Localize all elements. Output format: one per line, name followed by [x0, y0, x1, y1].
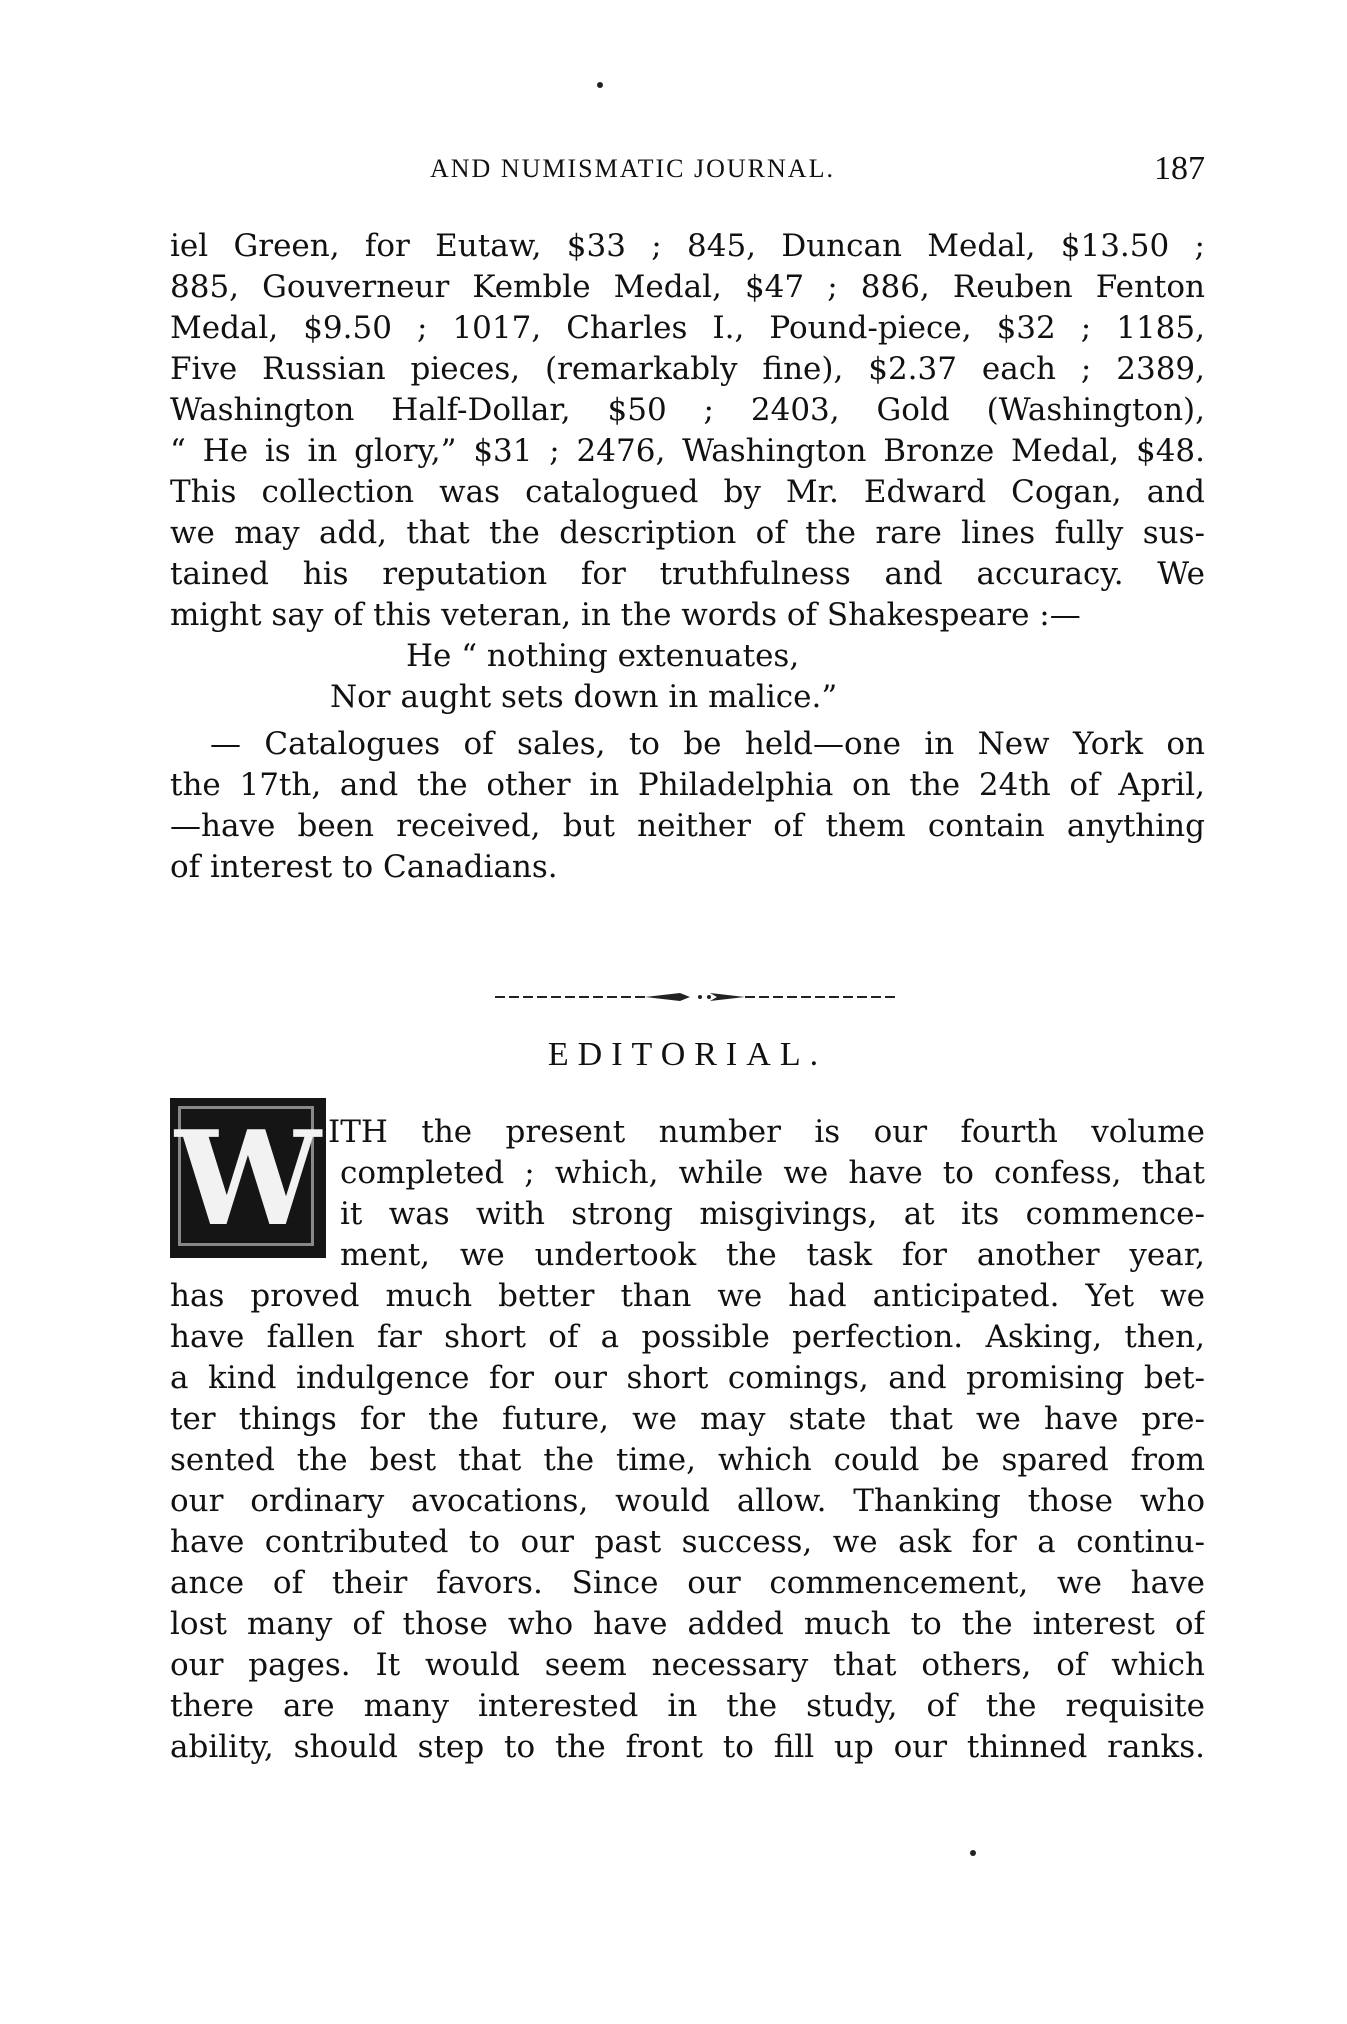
text-line: we may add, that the description of the rare lines fully sus- [170, 515, 1205, 551]
text-line: a kind indulgence for our short comings, and promising bet- [170, 1360, 1205, 1396]
text-line: our pages. It would seem necessary that others, of which [170, 1647, 1205, 1683]
text-line: iel Green, for Eutaw, $33 ; 845, Duncan Medal, $13.50 ; [170, 228, 1205, 264]
running-title: AND NUMISMATIC JOURNAL. [430, 154, 835, 183]
text-line: ability, should step to the front to fill up our thinned ranks. [170, 1729, 1205, 1765]
text-line: ance of their favors. Since our commencement, we have [170, 1565, 1205, 1601]
text-line: ter things for the future, we may state that we have pre- [170, 1401, 1205, 1437]
text-line: have contributed to our past success, we ask for a continu- [170, 1524, 1205, 1560]
text-line: This collection was catalogued by Mr. Edward Cogan, and [170, 474, 1205, 510]
text-line: has proved much better than we had anticipated. Yet we [170, 1278, 1205, 1314]
text-line: Medal, $9.50 ; 1017, Charles I., Pound-piece, $32 ; 1185, [170, 310, 1205, 346]
text-line: Five Russian pieces, (remarkably fine), $2.37 each ; 2389, [170, 351, 1205, 387]
section-heading-editorial: EDITORIAL. [547, 1036, 828, 1073]
text-line: — Catalogues of sales, to be held—one in New York on [210, 726, 1205, 762]
text-line: Washington Half-Dollar, $50 ; 2403, Gold (Washington), [170, 392, 1205, 428]
text-line: lost many of those who have added much to the interest of [170, 1606, 1205, 1642]
quote-line: Nor aught sets down in malice.” [330, 679, 838, 715]
document-page [170, 150, 1205, 1950]
text-line: of interest to Canadians. [170, 849, 558, 885]
text-line: the 17th, and the other in Philadelphia on the 24th of April, [170, 767, 1205, 803]
text-line: completed ; which, while we have to confess, that [340, 1155, 1205, 1191]
text-line: 885, Gouverneur Kemble Medal, $47 ; 886, Reuben Fenton [170, 269, 1205, 305]
text-line: it was with strong misgivings, at its commence- [340, 1196, 1205, 1232]
page-number: 187 [1154, 150, 1205, 187]
text-line: ITH the present number is our fourth volume [328, 1114, 1205, 1150]
running-head [170, 150, 1205, 196]
text-line: there are many interested in the study, of the requisite [170, 1688, 1205, 1724]
text-line: —have been received, but neither of them contain anything [170, 808, 1205, 844]
text-line: tained his reputation for truthfulness and accuracy. We [170, 556, 1205, 592]
text-line: might say of this veteran, in the words of Shakespeare :— [170, 597, 1081, 633]
text-line: “ He is in glory,” $31 ; 2476, Washington Bronze Medal, $48. [170, 433, 1205, 469]
text-line: sented the best that the time, which could be spared from [170, 1442, 1205, 1478]
quote-line: He “ nothing extenuates, [406, 638, 800, 674]
drop-cap-letter: W [175, 1102, 321, 1255]
ornamental-rule [495, 990, 895, 1004]
text-line: ment, we undertook the task for another year, [340, 1237, 1205, 1273]
bottom-speck [970, 1850, 976, 1856]
text-line: have fallen far short of a possible perfection. Asking, then, [170, 1319, 1205, 1355]
drop-cap [170, 1098, 326, 1258]
text-line: our ordinary avocations, would allow. Thanking those who [170, 1483, 1205, 1519]
top-speck [597, 82, 603, 88]
